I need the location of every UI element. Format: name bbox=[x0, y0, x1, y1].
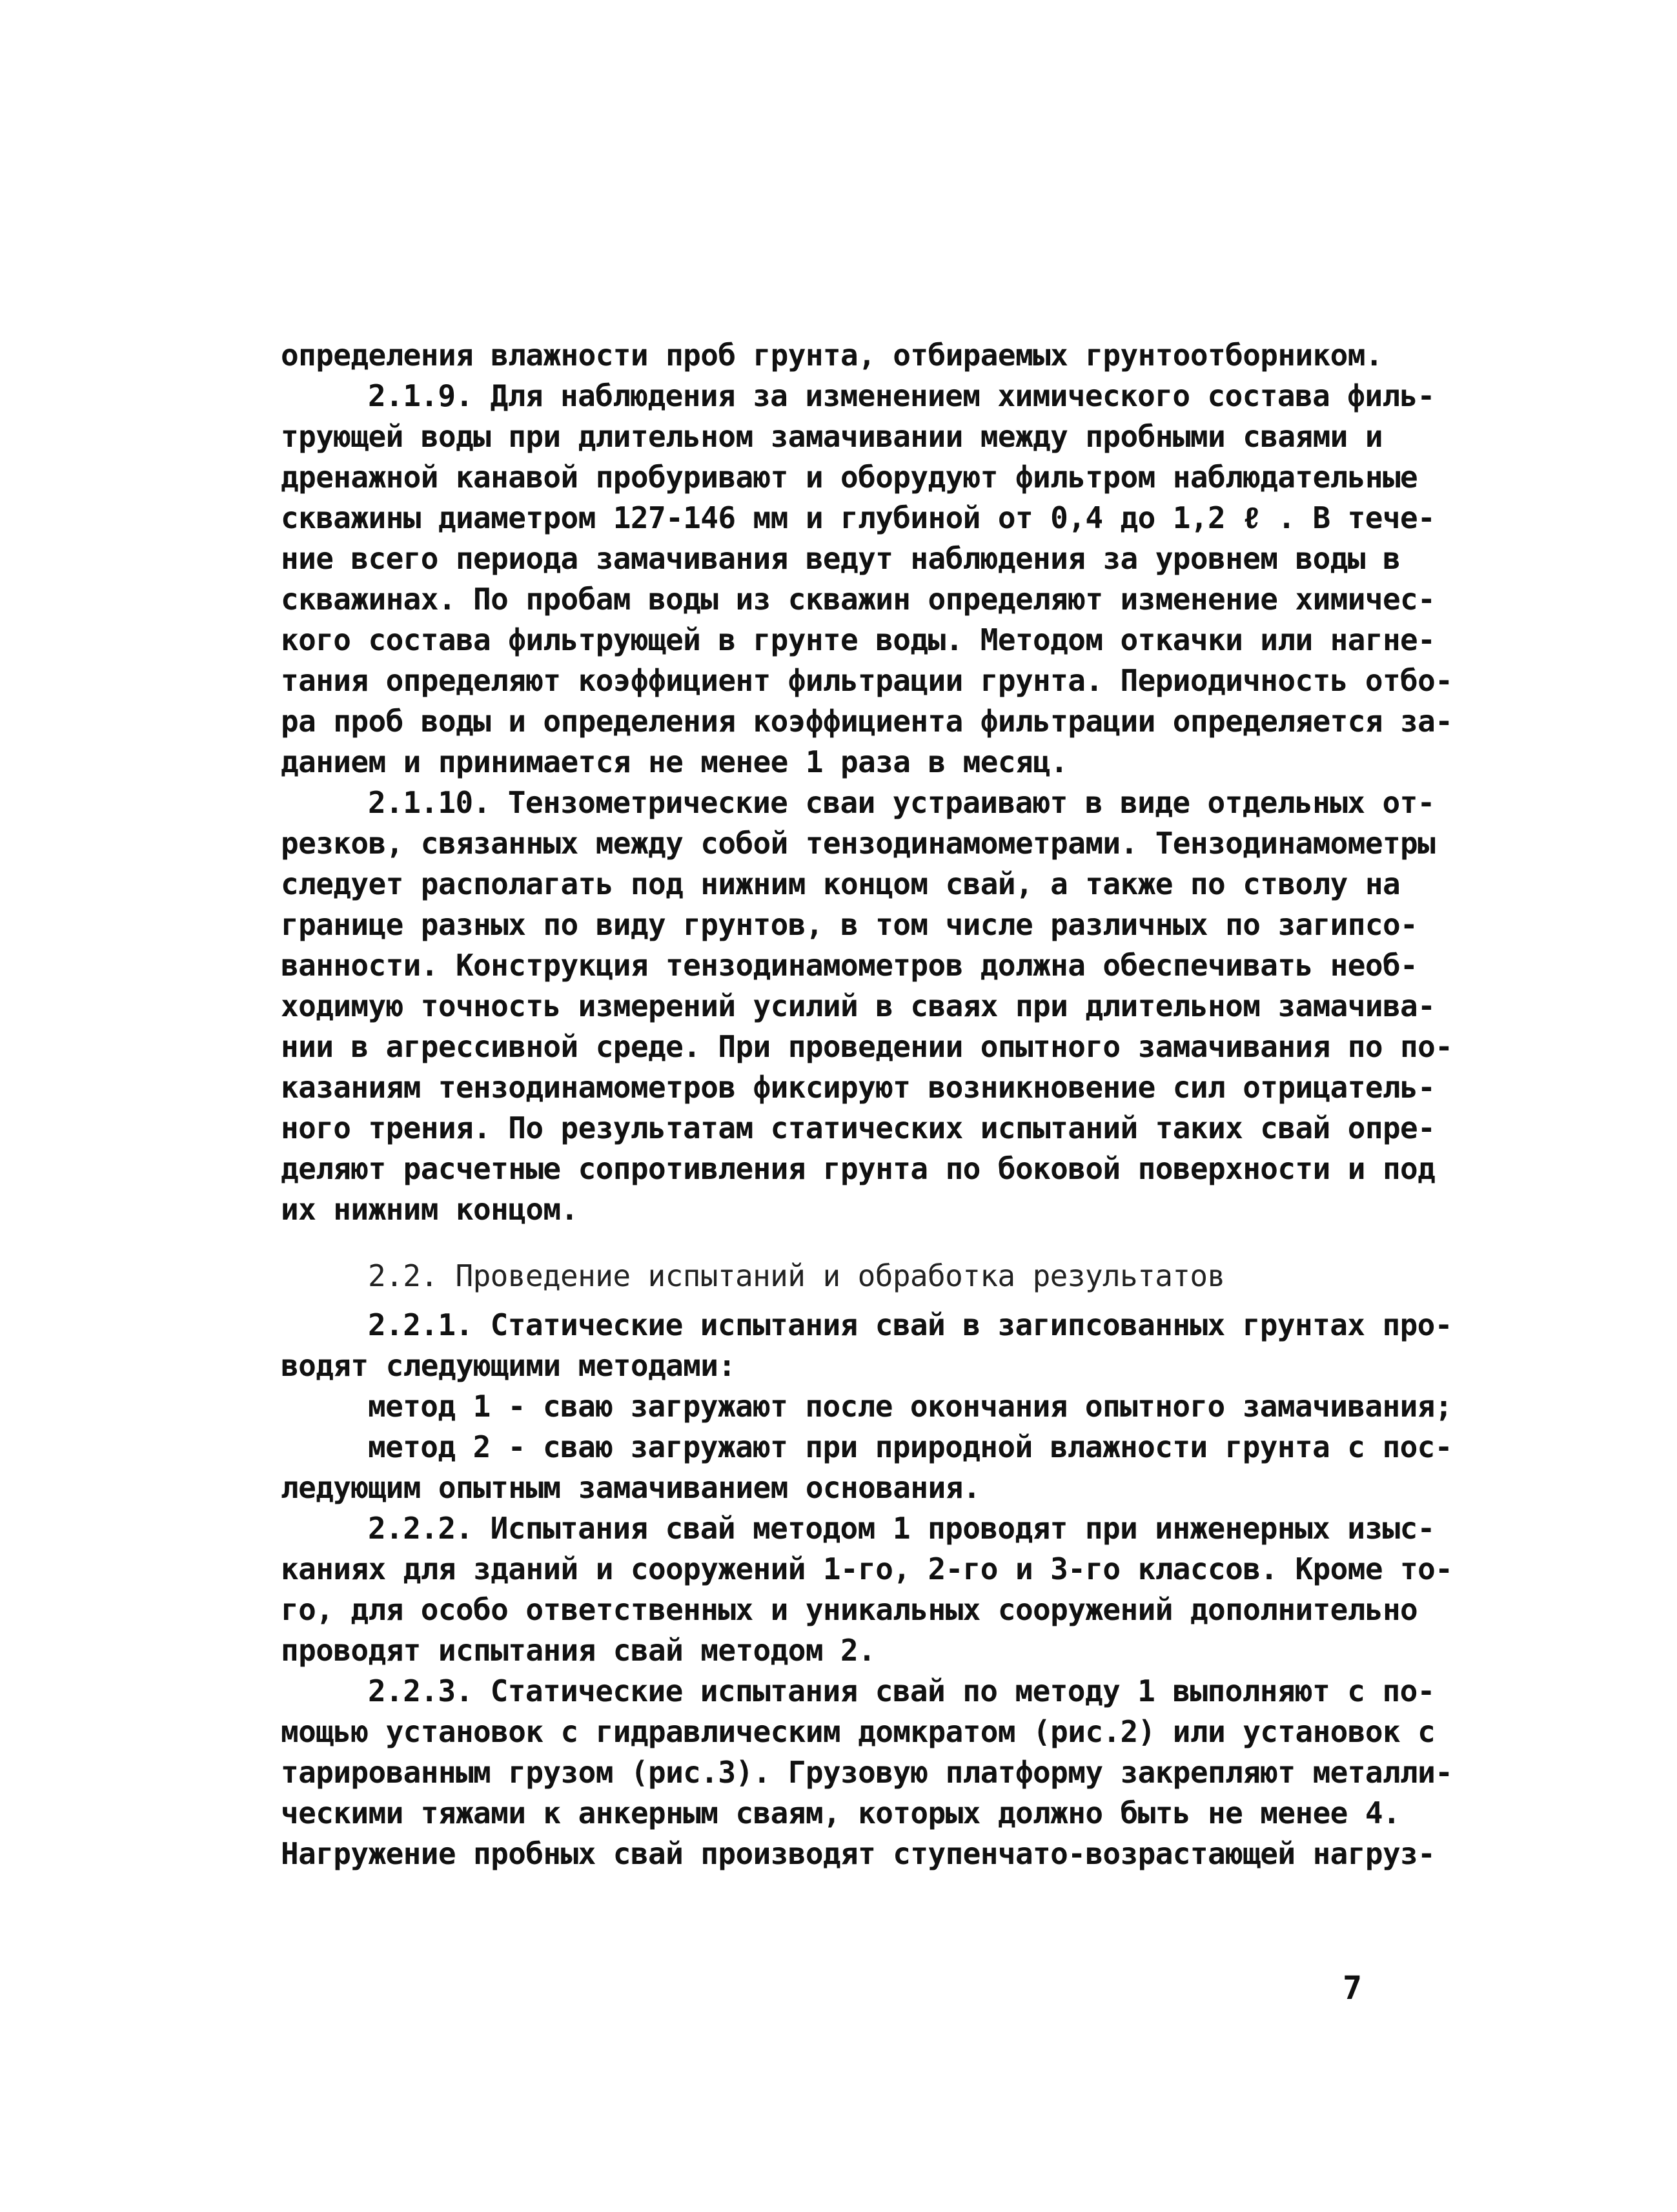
text-line: Нагружение пробных свай производят ступенчато-возрастающей нагруз- bbox=[281, 1836, 1436, 1871]
paragraph-2-2-3-line: 2.2.3. Статические испытания свай по методу 1 выполняют с по- bbox=[368, 1674, 1435, 1708]
text-line: ра проб воды и определения коэффициента фильтрации определяется за- bbox=[281, 704, 1453, 739]
text-line: тарированным грузом (рис.3). Грузовую платформу закрепляют металли- bbox=[281, 1755, 1453, 1790]
paragraph-2-2-2-line: 2.2.2. Испытания свай методом 1 проводят при инженерных изыс- bbox=[368, 1511, 1435, 1546]
text-line: ческими тяжами к анкерным сваям, которых должно быть не менее 4. bbox=[281, 1796, 1401, 1830]
section-heading: 2.2. Проведение испытаний и обработка результатов bbox=[368, 1258, 1225, 1293]
text-line: ного трения. По результатам статических испытаний таких свай опре- bbox=[281, 1111, 1436, 1145]
text-line: границе разных по виду грунтов, в том числе различных по загипсо- bbox=[281, 907, 1418, 942]
text-line: проводят испытания свай методом 2. bbox=[281, 1633, 876, 1668]
text-line: го, для особо ответственных и уникальных сооружений дополнительно bbox=[281, 1592, 1418, 1627]
text-line: кого состава фильтрующей в грунте воды. Методом откачки или нагне- bbox=[281, 622, 1436, 657]
text-line: ходимую точность измерений усилий в сваях при длительном замачива- bbox=[281, 988, 1436, 1023]
text-line: следует располагать под нижним концом свай, а также по стволу на bbox=[281, 866, 1401, 901]
text-line: ние всего периода замачивания ведут наблюдения за уровнем воды в bbox=[281, 541, 1401, 576]
page-number: 7 bbox=[1343, 1969, 1363, 2007]
text-line: дренажной канавой пробуривают и оборудуют фильтром наблюдательные bbox=[281, 460, 1418, 495]
text-line: каниях для зданий и сооружений 1-го, 2-го и 3-го классов. Кроме то- bbox=[281, 1551, 1453, 1586]
text-line: данием и принимается не менее 1 раза в месяц. bbox=[281, 744, 1068, 779]
text-line: деляют расчетные сопротивления грунта по боковой поверхности и под bbox=[281, 1151, 1436, 1186]
text-line: казаниям тензодинамометров фиксируют возникновение сил отрицатель- bbox=[281, 1070, 1436, 1105]
method-1-line: метод 1 - сваю загружают после окончания опытного замачивания; bbox=[368, 1389, 1452, 1424]
text-line: скважинах. По пробам воды из скважин определяют изменение химичес- bbox=[281, 582, 1436, 617]
text-line: ледующим опытным замачиванием основания. bbox=[281, 1470, 981, 1505]
text-line: их нижним концом. bbox=[281, 1192, 578, 1227]
text-line: мощью установок с гидравлическим домкратом (рис.2) или установок с bbox=[281, 1714, 1436, 1749]
text-line: тания определяют коэффициент фильтрации грунта. Периодичность отбо- bbox=[281, 663, 1453, 698]
text-line: скважины диаметром 127-146 мм и глубиной от 0,4 до 1,2 ℓ . В тече- bbox=[281, 500, 1436, 535]
text-line: водят следующими методами: bbox=[281, 1348, 736, 1383]
method-2-line: метод 2 - сваю загружают при природной влажности грунта с пос- bbox=[368, 1429, 1452, 1464]
paragraph-2-1-10-line: 2.1.10. Тензометрические сваи устраивают в виде отдельных от- bbox=[368, 785, 1435, 820]
paragraph-2-2-1-line: 2.2.1. Статические испытания свай в загипсованных грунтах про- bbox=[368, 1307, 1452, 1342]
text-line: ванности. Конструкция тензодинамометров должна обеспечивать необ- bbox=[281, 948, 1418, 983]
text-line: определения влажности проб грунта, отбираемых грунтоотборником. bbox=[281, 338, 1383, 373]
text-line: резков, связанных между собой тензодинамометрами. Тензодинамометры bbox=[281, 826, 1436, 861]
paragraph-2-1-9-line: 2.1.9. Для наблюдения за изменением химического состава филь- bbox=[368, 378, 1435, 413]
text-line: трующей воды при длительном замачивании между пробными сваями и bbox=[281, 419, 1383, 454]
text-line: нии в агрессивной среде. При проведении опытного замачивания по по- bbox=[281, 1029, 1453, 1064]
